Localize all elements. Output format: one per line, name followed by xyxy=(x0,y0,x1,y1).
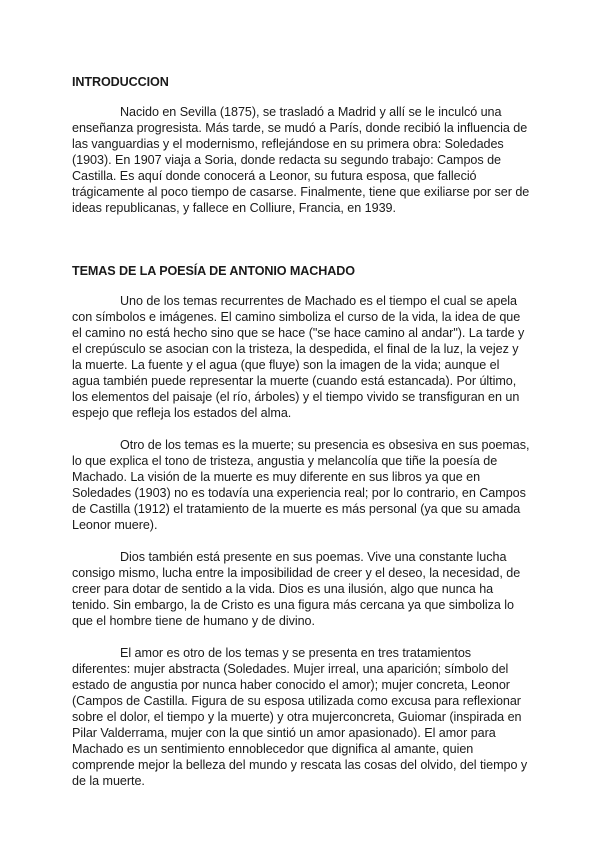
paragraph-tiempo: Uno de los temas recurrentes de Machado es el tiempo el cual se apela con símbolos e imágenes. El camino simboliza el curso de la vida, la idea de que el camino no está hecho sino que se hace ("se hace camino al andar"). La tarde y el crepúsculo se asocian con la tristeza, la despedida, el final de la luz, la vejez y la muerte. La fuente y el agua (que fluye) son la imagen de la vida; aunque el agua también puede representar la muerte (cuando está estancada). Por último, los elementos del paisaje (el río, árboles) y el tiempo vivido se transfiguran en un espejo que refleja los estados del alma. xyxy=(72,294,525,420)
section-heading-temas: TEMAS DE LA POESÍA DE ANTONIO MACHADO xyxy=(72,264,355,278)
paragraph-introduccion: Nacido en Sevilla (1875), se trasladó a Madrid y allí se le inculcó una enseñanza progresista. Más tarde, se mudó a París, donde recibió la influencia de las vanguardias y el modernismo, reflejándose en su primera obra: Soledades (1903). En 1907 viaja a Soria, donde redacta su segundo trabajo: Campos de Castilla. Es aquí donde conocerá a Leonor, su futura esposa, que falleció trágicamente al poco tiempo de casarse. Finalmente, tiene que exiliarse por ser de ideas republicanas, y fallece en Colliure, Francia, en 1939. xyxy=(72,105,530,215)
spacer xyxy=(72,629,530,645)
document-page xyxy=(72,74,530,789)
paragraph-dios: Dios también está presente en sus poemas. Vive una constante lucha consigo mismo, lucha entre la imposibilidad de creer y el deseo, la necesidad, de creer para dotar de sentido a la vida. Dios es una ilusión, algo que nunca ha tenido. Sin embargo, la de Cristo es una figura más cercana ya que simboliza lo que el hombre tiene de humano y de divino. xyxy=(72,550,521,628)
spacer xyxy=(72,421,530,437)
spacer xyxy=(72,216,530,263)
spacer xyxy=(72,90,530,104)
paragraph-amor: El amor es otro de los temas y se presenta en tres tratamientos diferentes: mujer abstracta (Soledades. Mujer irreal, una aparición; símbolo del estado de angustia por nunca haber conocido el amor); mujer concreta, Leonor (Campos de Castilla. Figura de su esposa utilizada como excusa para reflexionar sobre el dolor, el tiempo y la muerte) y otra mujerconcreta, Guiomar (inspirada en Pilar Valderrama, mujer con la que sintió un amor apasionado). El amor para Machado es un sentimiento ennoblecedor que dignifica al amante, quien comprende mejor la belleza del mundo y rescata las cosas del olvido, del tiempo y de la muerte. xyxy=(72,646,528,788)
spacer xyxy=(72,279,530,293)
spacer xyxy=(72,533,530,549)
paragraph-muerte: Otro de los temas es la muerte; su presencia es obsesiva en sus poemas, lo que explica el tono de tristeza, angustia y melancolía que tiñe la poesía de Machado. La visión de la muerte es muy diferente en sus libros ya que en Soledades (1903) no es todavía una experiencia real; por lo contrario, en Campos de Castilla (1912) el tratamiento de la muerte es más personal (ya que su amada Leonor muere). xyxy=(72,438,530,532)
section-heading-introduccion: INTRODUCCION xyxy=(72,75,169,89)
